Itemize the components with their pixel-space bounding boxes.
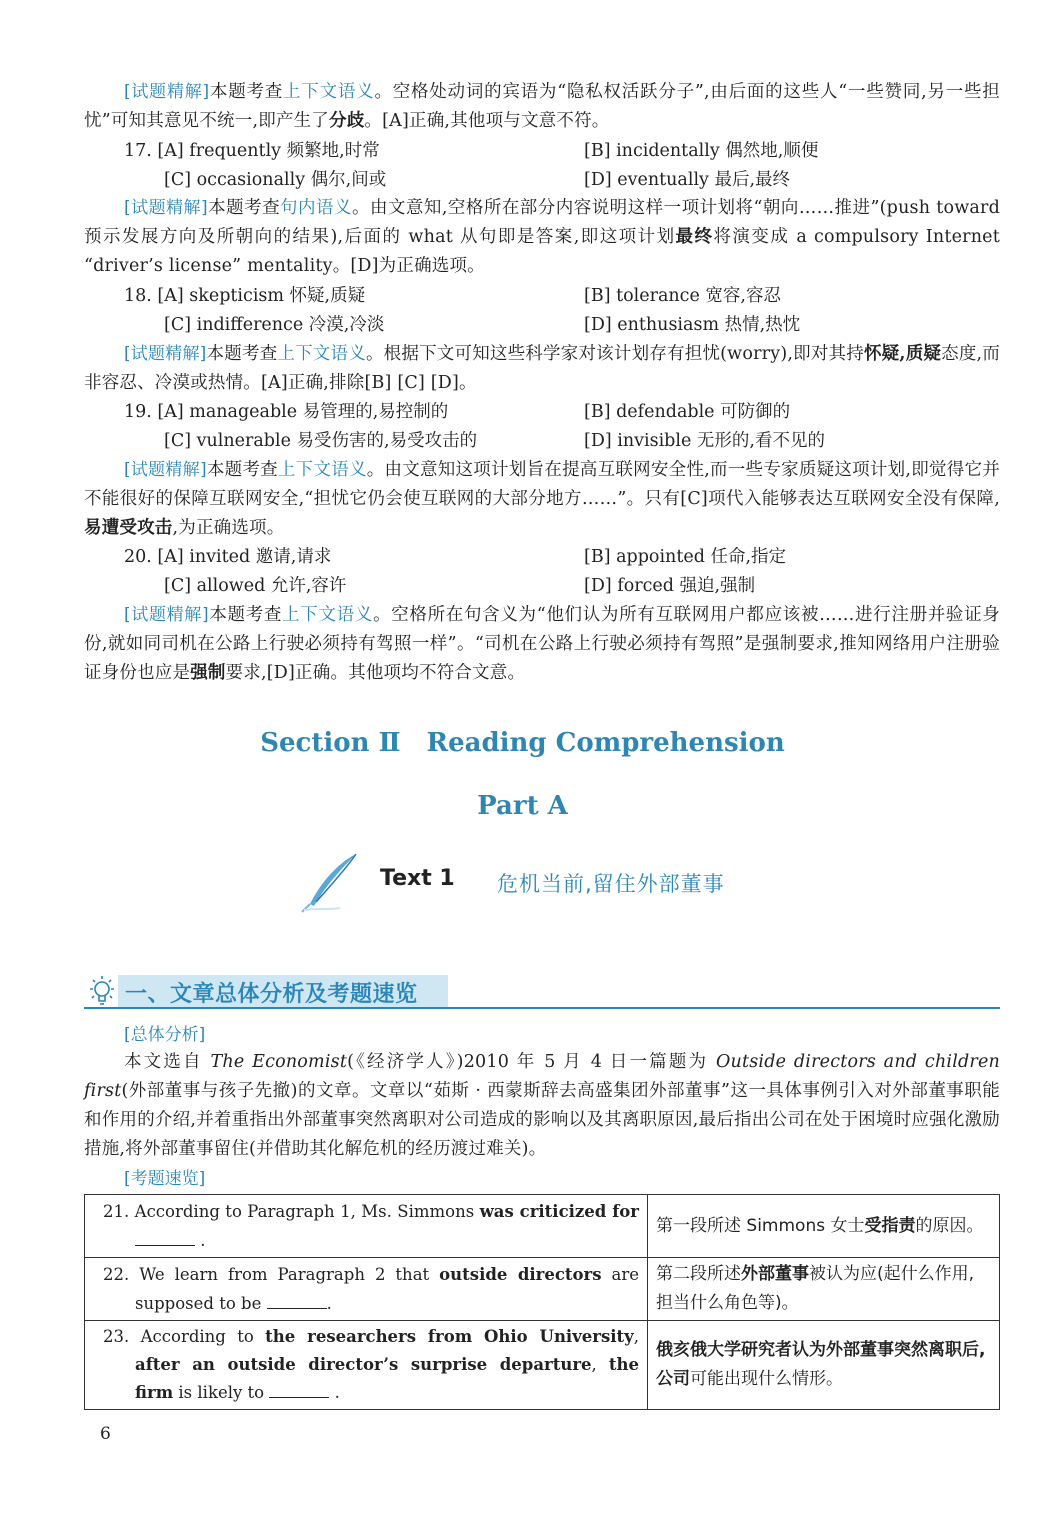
question-23-en: 23. According to the researchers from Ohio University, after an outside director’s surprise departure, the firm is likely to .	[85, 1321, 648, 1410]
table-row	[85, 1195, 1000, 1258]
text-title: 危机当前,留住外部董事	[497, 872, 725, 896]
answer-blank	[267, 1292, 327, 1309]
q16-explanation: [试题精解]本题考查上下文语义。空格处动词的宾语为“隐私权活跃分子”,由后面的这些人“一些赞同,另一些担忧”可知其意见不统一,即产生了分歧。[A]正确,其他项与文意不符。	[84, 82, 1000, 131]
overview-header: 一、文章总体分析及考题速览	[125, 982, 418, 1007]
q20-option-c: [C] allowed 允许,容许	[164, 576, 347, 596]
answer-blank	[269, 1381, 329, 1398]
section-title: Section Ⅱ Reading Comprehension	[260, 728, 785, 758]
q20-option-b: [B] appointed 任命,指定	[584, 547, 787, 567]
quill-pen-icon	[300, 852, 362, 914]
q17-explanation: [试题精解]本题考查句内语义。由文意知,空格所在部分内容说明这样一项计划将“朝向……推进”(push toward 预示发展方向及所朝向的结果),后面的 what 从句即是答案,即这项计划最终将演变成 a compulsory Internet “driver’s license” mentality。[D]为正确选项。	[84, 198, 1000, 276]
overall-analysis-tag: [总体分析]	[124, 1025, 206, 1045]
part-title: Part A	[477, 791, 568, 821]
q18-option-a: 18. [A] skepticism 怀疑,质疑	[124, 286, 366, 306]
q17-option-b: [B] incidentally 偶然地,顺便	[584, 141, 819, 161]
q19-option-d: [D] invisible 无形的,看不见的	[584, 431, 825, 451]
q18-explanation: [试题精解]本题考查上下文语义。根据下文可知这些科学家对该计划存有担忧(worry),即对其持怀疑,质疑态度,而非容忍、冷漠或热情。[A]正确,排除[B] [C] [D]。	[84, 344, 1001, 393]
q18-option-c: [C] indifference 冷漠,冷淡	[164, 315, 385, 335]
q20-option-a: 20. [A] invited 邀请,请求	[124, 547, 332, 567]
q17-option-d: [D] eventually 最后,最终	[584, 170, 791, 190]
question-22-cn: 第二段所述外部董事被认为应(起什么作用,担当什么角色等)。	[648, 1258, 1000, 1321]
q17-option-c: [C] occasionally 偶尔,间或	[164, 170, 387, 190]
overall-analysis-text: 本文选自 The Economist(《经济学人》)2010 年 5 月 4 日一篇题为 Outside directors and children first(外部董事与孩子先撤)的文章。文章以“茹斯 · 西蒙斯辞去高盛集团外部董事”这一具体事例引入对外部董事职能和作用的介绍,并着重指出外部董事突然离职对公司造成的影响以及其离职原因,最后指出公司在处于困境时应强化激励措施,将外部董事留住(并借助其化解危机的经历渡过难关)。	[84, 1052, 1000, 1159]
question-21-en: 21. According to Paragraph 1, Ms. Simmons was criticized for .	[85, 1195, 648, 1258]
q20-option-d: [D] forced 强迫,强制	[584, 576, 756, 596]
question-preview-table	[84, 1194, 1000, 1410]
q19-option-a: 19. [A] manageable 易管理的,易控制的	[124, 402, 449, 422]
q18-option-b: [B] tolerance 宽容,容忍	[584, 286, 781, 306]
q19-option-c: [C] vulnerable 易受伤害的,易受攻击的	[164, 431, 478, 451]
q19-explanation: [试题精解]本题考查上下文语义。由文意知这项计划旨在提高互联网安全性,而一些专家质疑这项计划,即觉得它并不能很好的保障互联网安全,“担忧它仍会使互联网的大部分地方……”。只有[C]项代入能够表达互联网安全没有保障,易遭受攻击,为正确选项。	[84, 460, 1000, 538]
question-21-cn: 第一段所述 Simmons 女士受指责的原因。	[648, 1195, 1000, 1258]
lightbulb-icon	[86, 974, 118, 1008]
answer-blank	[135, 1229, 195, 1246]
question-23-cn: 俄亥俄大学研究者认为外部董事突然离职后,公司可能出现什么情形。	[648, 1321, 1000, 1410]
q20-explanation: [试题精解]本题考查上下文语义。空格所在句含义为“他们认为所有互联网用户都应该被……进行注册并验证身份,就如同司机在公路上行驶必须持有驾照一样”。“司机在公路上行驶必须持有驾照”是强制要求,推知网络用户注册验证身份也应是强制要求,[D]正确。其他项均不符合文意。	[84, 605, 1001, 683]
overview-header-rule	[84, 1007, 1000, 1009]
q17-option-a: 17. [A] frequently 频繁地,时常	[124, 141, 380, 161]
explain-tag: [试题精解]	[124, 82, 210, 102]
text-label: Text 1	[380, 866, 455, 891]
table-row	[85, 1321, 1000, 1410]
q19-option-b: [B] defendable 可防御的	[584, 402, 791, 422]
page-number: 6	[100, 1424, 111, 1444]
q18-option-d: [D] enthusiasm 热情,热忱	[584, 315, 801, 335]
question-22-en: 22. We learn from Paragraph 2 that outside directors are supposed to be .	[85, 1258, 648, 1321]
question-preview-tag: [考题速览]	[124, 1169, 206, 1189]
table-row	[85, 1258, 1000, 1321]
